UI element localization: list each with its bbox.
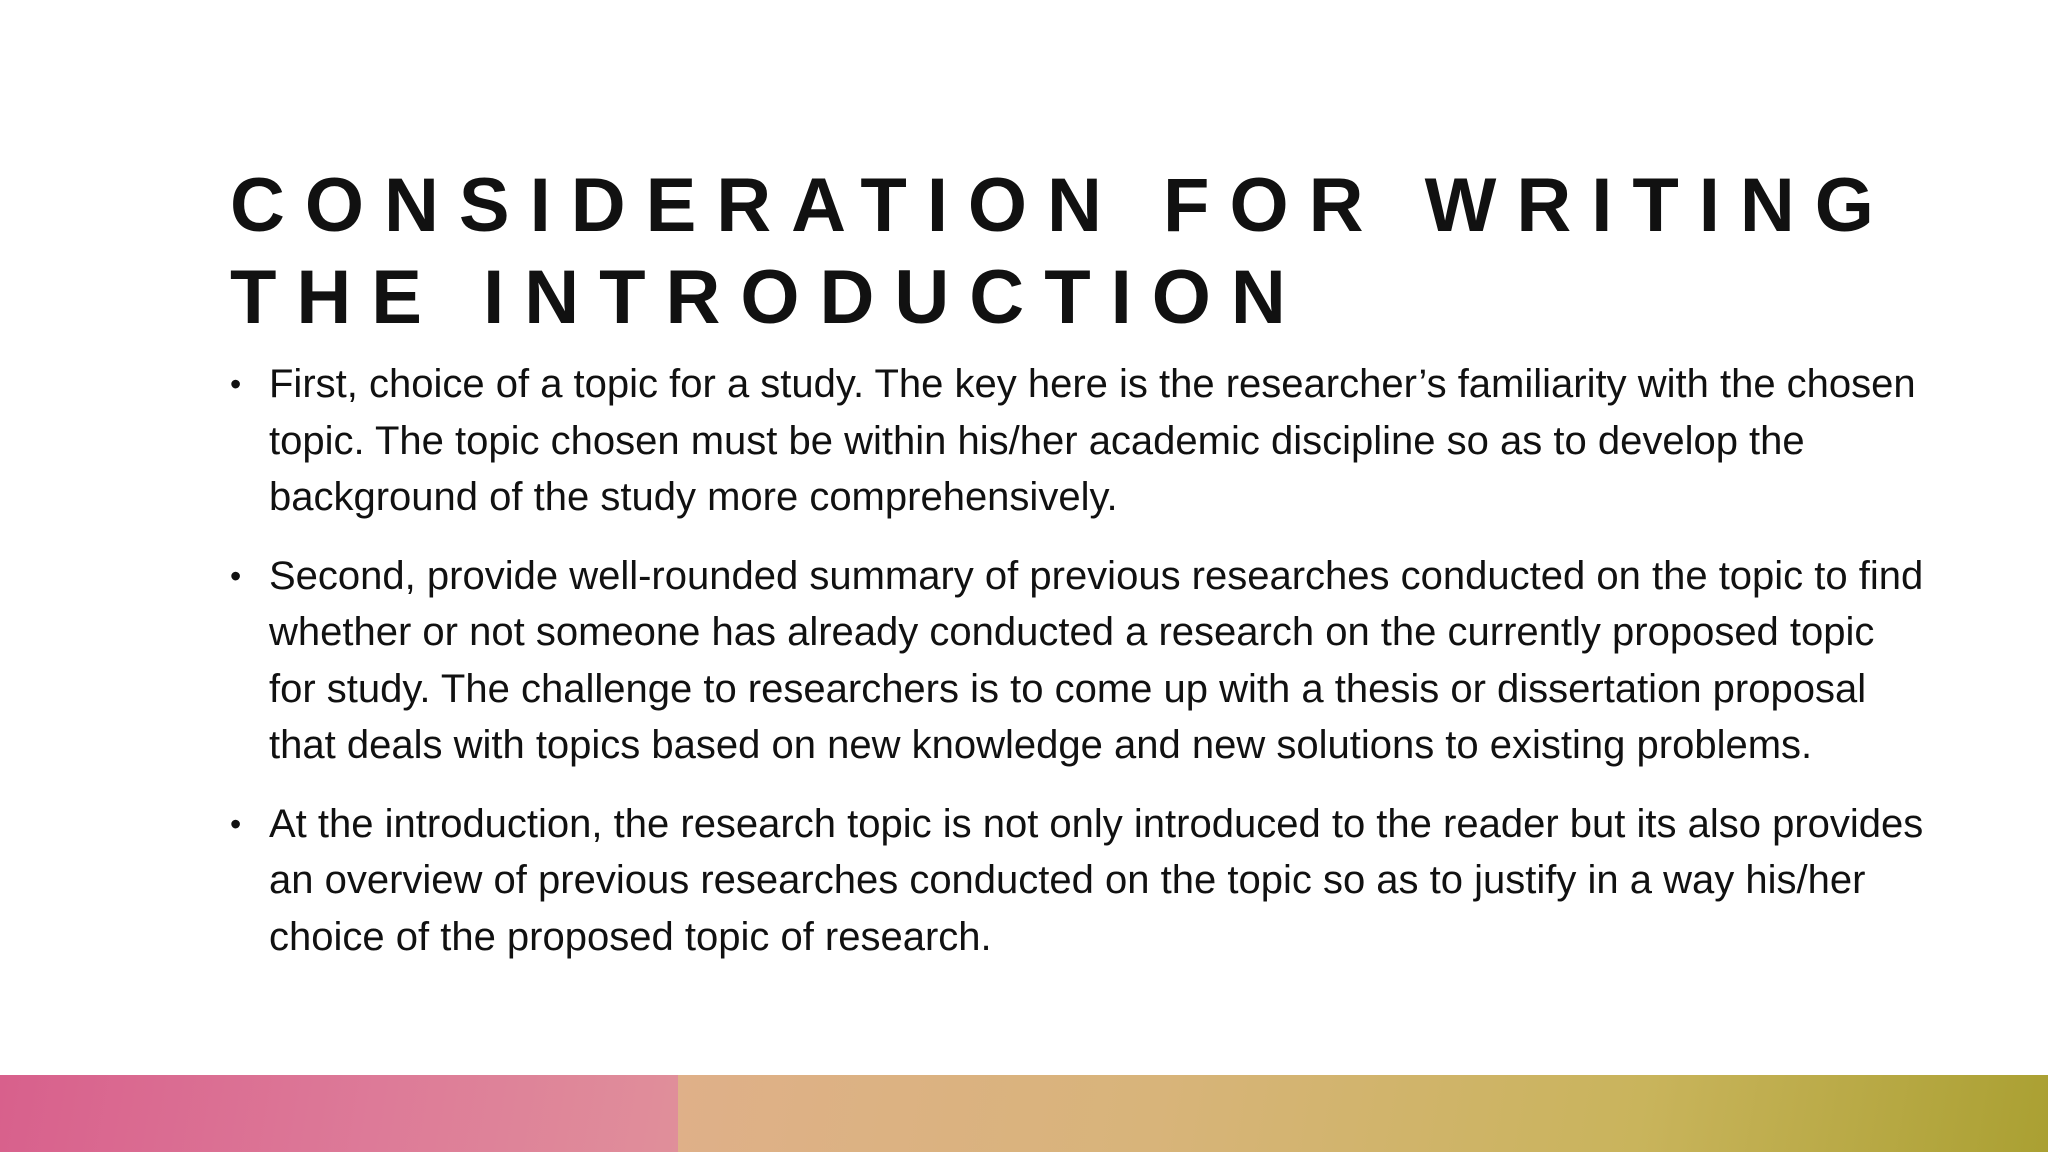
bullet-dot-icon: • — [230, 805, 242, 842]
bullet-text: First, choice of a topic for a study. The key here is the researcher’s familiarity with the chosen topic. The topic chosen must be within his/her academic discipline so as to develop the background of the study more comprehensively. — [269, 362, 1916, 519]
slide-title-line-1: CONSIDERATION FOR WRITING — [230, 163, 1894, 248]
bullet-item-first — [230, 356, 1930, 526]
footer-gold-band — [678, 1075, 2048, 1152]
bullet-text: Second, provide well-rounded summary of previous researches conducted on the topic to find whether or not someone has already conducted a research on the currently proposed topic for study. The challenge to researchers is to come up with a thesis or dissertation proposal that deals with topics based on new knowledge and new solutions to existing problems. — [269, 553, 1924, 767]
bullet-item-third — [230, 796, 1930, 966]
footer-pink-band — [0, 1075, 678, 1152]
bullet-dot-icon: • — [230, 557, 242, 594]
bullet-text: At the introduction, the research topic is not only introduced to the reader but its also provides an overview of previous researches conducted on the topic so as to justify in a way his/her choice of the proposed topic of research. — [269, 801, 1924, 959]
slide-title — [230, 160, 1930, 344]
slide-title-line-2: THE INTRODUCTION — [230, 255, 1306, 340]
bullet-dot-icon: • — [230, 366, 242, 402]
footer-decoration — [0, 1075, 2048, 1152]
bullet-list — [230, 356, 1930, 987]
bullet-item-second — [230, 548, 1930, 774]
